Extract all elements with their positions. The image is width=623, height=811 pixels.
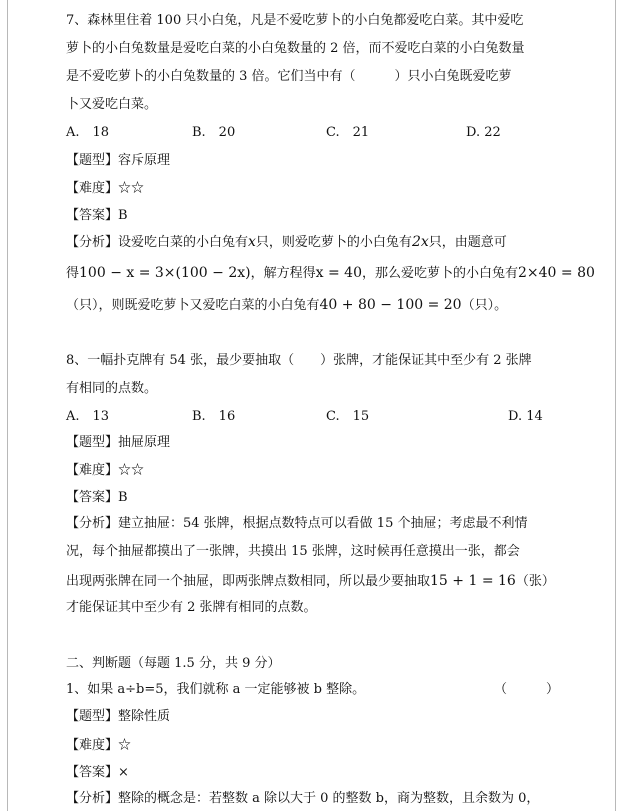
q8-unit: （张） bbox=[515, 574, 555, 589]
q8-analysis-line-3 bbox=[66, 572, 555, 591]
q7-analysis-line-3 bbox=[66, 296, 507, 315]
math-calc-3: 15 + 1 = 16 bbox=[430, 573, 516, 589]
q8-analysis-text: 出现两张牌在同一个抽屉，即两张牌点数相同，所以最少要抽取 bbox=[66, 574, 431, 589]
judge-q1-answer-slot: （ ） bbox=[494, 682, 560, 697]
judge-q1: 1、如果 a÷b=5，我们就称 a 一定能够被 b 整除。 bbox=[66, 682, 366, 697]
math-2x: 2x bbox=[411, 234, 429, 250]
math-solution: x = 40 bbox=[315, 265, 362, 281]
q7-analysis-text: （只）。 bbox=[461, 298, 508, 313]
q7-difficulty: 【难度】☆☆ bbox=[66, 181, 145, 196]
q7-analysis-text: （只），则既爱吃萝卜又爱吃白菜的小白兔有 bbox=[66, 298, 320, 313]
q8-analysis-line-1: 【分析】建立抽屉：54 张牌，根据点数特点可以看做 15 个抽屉；考虑最不利情 bbox=[66, 516, 528, 531]
judge-q1-type: 【题型】整除性质 bbox=[66, 709, 171, 724]
q7-analysis-line-1 bbox=[66, 233, 507, 252]
q8-difficulty: 【难度】☆☆ bbox=[66, 463, 145, 478]
q7-option-a: A. 18 bbox=[66, 125, 110, 140]
judge-q1-difficulty: 【难度】☆ bbox=[66, 738, 132, 753]
q7-option-b: B. 20 bbox=[192, 125, 236, 140]
q8-type: 【题型】抽屉原理 bbox=[66, 435, 171, 450]
q7-analysis-text: 只，由题意可 bbox=[428, 235, 507, 250]
judge-q1-analysis: 【分析】整除的概念是：若整数 a 除以大于 0 的整数 b，商为整数，且余数为 0， bbox=[66, 791, 540, 806]
q8-line-2: 有相同的点数。 bbox=[66, 381, 158, 396]
q7-option-c: C. 21 bbox=[326, 125, 370, 140]
q7-analysis-line-2 bbox=[66, 264, 595, 283]
q8-option-d: D. 14 bbox=[508, 409, 543, 424]
q8-option-b: B. 16 bbox=[192, 409, 236, 424]
q8-answer: 【答案】B bbox=[66, 490, 128, 505]
q7-line-2: 萝卜的小白兔数量是爱吃白菜的小白兔数量的 2 倍，而不爱吃白菜的小白兔数量 bbox=[66, 41, 525, 56]
judge-q1-answer: 【答案】× bbox=[66, 765, 129, 780]
q7-line-3: 是不爱吃萝卜的小白兔数量的 3 倍。它们当中有（ ）只小白兔既爱吃萝 bbox=[66, 69, 512, 84]
q8-option-a: A. 13 bbox=[66, 409, 110, 424]
q7-analysis-text: ，解方程得 bbox=[250, 266, 316, 281]
math-calc-2: 40 + 80 − 100 = 20 bbox=[319, 297, 462, 313]
q7-answer: 【答案】B bbox=[66, 208, 128, 223]
q7-line-4: 卜又爱吃白菜。 bbox=[66, 97, 158, 112]
q7-analysis-text: 得 bbox=[66, 266, 80, 281]
q7-analysis-text: ，那么爱吃萝卜的小白兔有 bbox=[361, 266, 518, 281]
q7-option-d: D. 22 bbox=[466, 125, 501, 140]
math-equation: 100 − x = 3×(100 − 2x) bbox=[79, 265, 251, 281]
math-calc-1: 2×40 = 80 bbox=[518, 265, 595, 281]
q7-analysis-text: 只，则爱吃萝卜的小白兔有 bbox=[255, 235, 412, 250]
q8-analysis-line-2: 况，每个抽屉都摸出了一张牌，共摸出 15 张牌，这时候再任意摸出一张，都会 bbox=[66, 544, 520, 559]
q8-analysis-line-4: 才能保证其中至少有 2 张牌有相同的点数。 bbox=[66, 600, 317, 615]
q8-line-1: 8、一幅扑克牌有 54 张，最少要抽取（ ）张牌，才能保证其中至少有 2 张牌 bbox=[66, 353, 532, 368]
math-var-x: x bbox=[248, 234, 256, 250]
q8-option-c: C. 15 bbox=[326, 409, 370, 424]
section-heading: 二、判断题（每题 1.5 分，共 9 分） bbox=[66, 656, 281, 671]
q7-type: 【题型】容斥原理 bbox=[66, 153, 171, 168]
q7-analysis-text: 【分析】设爱吃白菜的小白兔有 bbox=[66, 235, 249, 250]
q7-line-1: 7、森林里住着 100 只小白兔，凡是不爱吃萝卜的小白兔都爱吃白菜。其中爱吃 bbox=[66, 13, 524, 28]
